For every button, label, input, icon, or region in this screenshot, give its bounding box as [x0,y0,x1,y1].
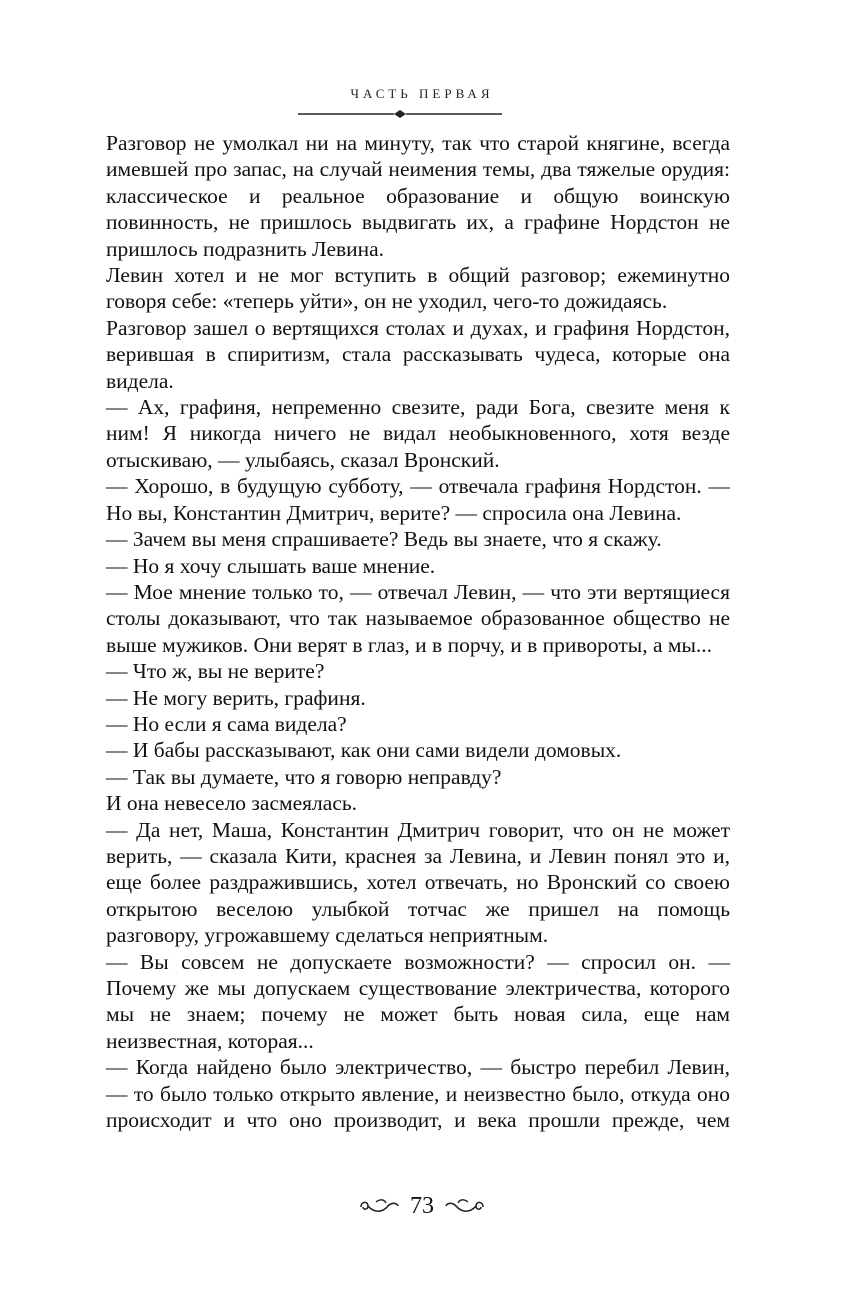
body-text [106,130,730,1133]
paragraph: — Зачем вы меня спрашиваете? Ведь вы знаете, что я скажу. [106,527,662,552]
paragraph: — Что ж, вы не верите? [106,659,325,684]
right-flourish-icon [444,1197,486,1215]
paragraph: Разговор зашел о вертящихся столах и духах, и графиня Нордстон, верившая в спиритизм, стала рассказывать чудеса, которые она видела. [106,315,730,393]
paragraph: — Но я хочу слышать ваше мнение. [106,553,436,578]
paragraph: — И бабы рассказывают, как они сами видели домовых. [106,738,622,763]
paragraph: — Когда найдено было электричество, — быстро перебил Левин, — то было только открыто явление, и неизвестно было, откуда оно происходит и что оно производит, и века прошли прежде, чем [106,1055,730,1133]
paragraph: — Да нет, Маша, Константин Дмитрич говорит, что он не может верить, — сказала Кити, краснея за Левина, и Левин понял это и, еще более раздражившись, хотел отвечать, но Вронский со своею открытою веселою улыбкой тотчас же пришел на помощь разговору, угрожавшему сделаться неприятным. [106,817,730,948]
paragraph: Левин хотел и не мог вступить в общий разговор; ежеминутно говоря себе: «теперь уйти», он не уходил, чего-то дожидаясь. [106,263,730,314]
paragraph: — Хорошо, в будущую субботу, — отвечала графиня Нордстон. — Но вы, Константин Дмитрич, верите? — спросила она Левина. [106,474,730,525]
paragraph: — Ах, графиня, непременно свезите, ради Бога, свезите меня к ним! Я никогда ничего не видал необыкновенного, хотя везде отыскиваю, — улыбаясь, сказал Вронский. [106,395,730,472]
page-folio [0,1192,844,1220]
paragraph: Разговор не умолкал ни на минуту, так что старой княгине, всегда имевшей про запас, на случай неимения темы, два тяжелые орудия: классическое и реальное образование и общую воинскую повинность, не пришлось выдвигать их, а графине Нордстон не пришлось подразнить Левина. [106,131,730,261]
paragraph: — Так вы думаете, что я говорю неправду? [106,764,502,789]
paragraph: И она невесело засмеялась. [106,791,358,816]
running-title: ЧАСТЬ ПЕРВАЯ [350,86,494,101]
paragraph: — Не могу верить, графиня. [106,685,366,710]
header-rule-ornament [298,108,502,120]
page-number: 73 [410,1192,434,1219]
paragraph: — Мое мнение только то, — отвечал Левин, — что эти вертящиеся столы доказывают, что так называемое образованное общество не выше мужиков. Они верят в глаз, и в порчу, и в привороты, а мы... [106,579,730,657]
paragraph: — Но если я сама видела? [106,711,347,736]
left-flourish-icon [358,1197,400,1215]
paragraph: — Вы совсем не допускаете возможности? — спросил он. — Почему же мы допускаем существование электричества, которого мы не знаем; почему не может быть новая сила, еще нам неизвестная, которая... [106,949,730,1053]
